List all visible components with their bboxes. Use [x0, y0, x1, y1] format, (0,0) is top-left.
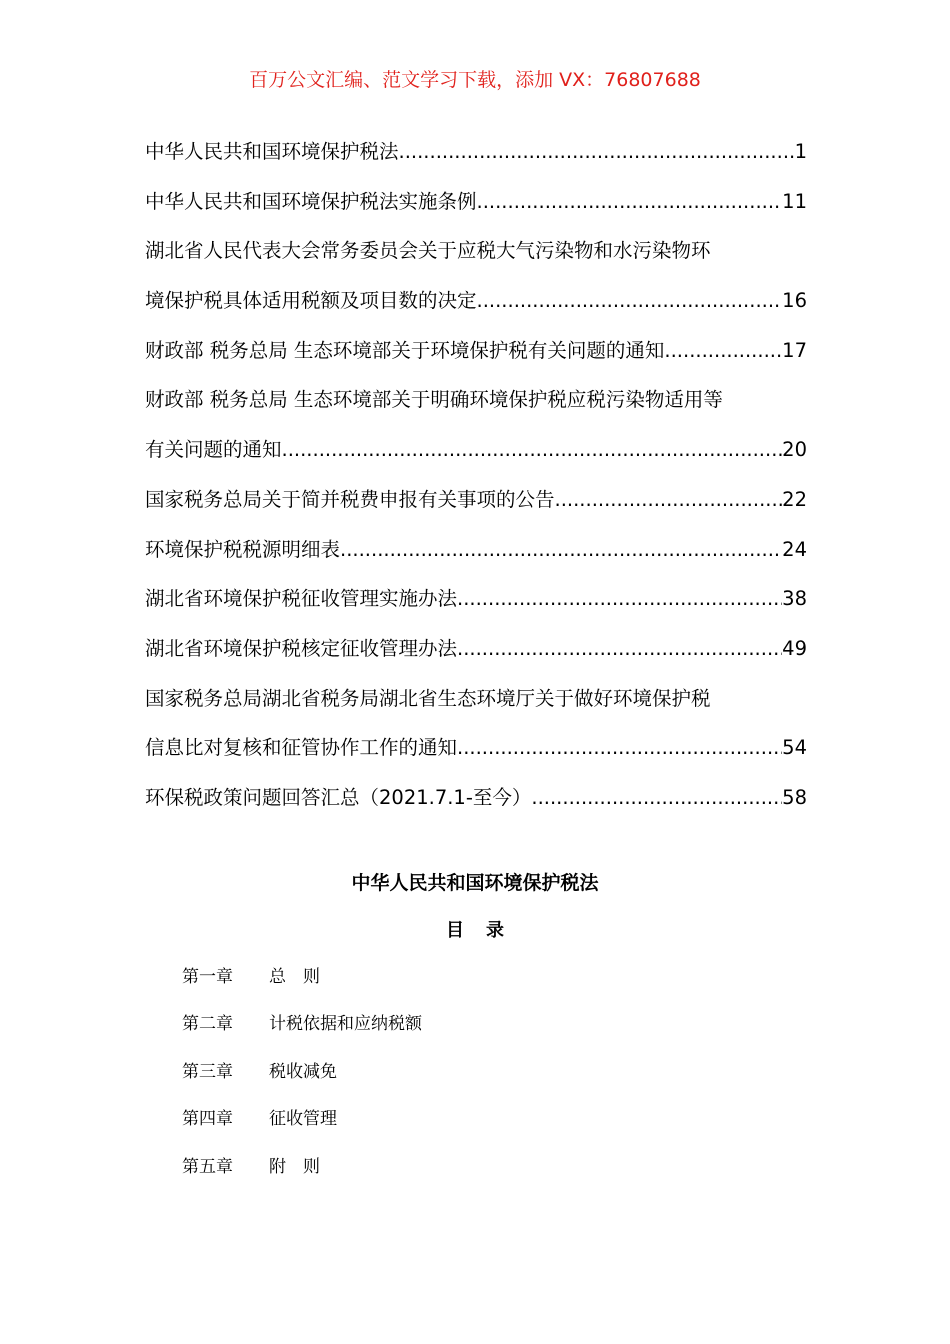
toc-entry-page: 1 [794, 140, 807, 163]
toc-entry-title: 湖北省环境保护税征收管理实施办法 [145, 587, 458, 611]
toc-entry[interactable] [145, 679, 807, 729]
toc-entry-title: 湖北省人民代表大会常务委员会关于应税大气污染物和水污染物环 [145, 239, 711, 263]
toc-dot-leader [664, 331, 782, 371]
contents-heading: 目录 [446, 920, 526, 941]
chapter-list [182, 962, 422, 1199]
toc-dot-leader [457, 629, 782, 669]
toc-entry-title: 国家税务总局关于简并税费申报有关事项的公告 [145, 487, 555, 511]
toc-entry-title: 中华人民共和国环境保护税法 [145, 140, 399, 163]
toc-entry-page: 11 [782, 189, 807, 213]
toc-entry-page: 58 [782, 785, 807, 809]
chapter-number: 第四章 [182, 1109, 233, 1130]
toc-dot-leader [477, 281, 783, 321]
toc-dot-leader [340, 530, 782, 570]
toc-entry[interactable] [145, 231, 807, 281]
toc-entry[interactable] [145, 480, 807, 530]
toc-entry-page: 24 [782, 537, 807, 561]
toc-entry-page: 54 [782, 736, 807, 760]
toc-entry-page: 49 [782, 636, 807, 660]
toc-entry[interactable] [145, 182, 807, 232]
chapter-number: 第三章 [182, 1061, 233, 1082]
toc-entry[interactable] [145, 380, 807, 430]
chapter-name: 计税依据和应纳税额 [269, 1014, 422, 1035]
chapter-item [182, 1009, 422, 1056]
toc-entry-page: 22 [782, 487, 807, 511]
chapter-item [182, 1057, 422, 1104]
toc-entry-title: 中华人民共和国环境保护税法实施条例 [145, 189, 477, 213]
toc-entry[interactable] [145, 331, 807, 381]
toc-entry-title: 环保税政策问题回答汇总（2021.7.1-至今） [145, 785, 532, 809]
chapter-name: 征收管理 [269, 1109, 337, 1130]
toc-entry[interactable] [145, 530, 807, 580]
toc-dot-leader [477, 182, 783, 222]
toc-entry[interactable] [145, 281, 807, 331]
chapter-item [182, 962, 422, 1009]
toc-entry-page: 20 [782, 438, 807, 462]
toc-dot-leader [282, 430, 783, 470]
toc-dot-leader [555, 480, 783, 520]
toc-entry-title: 财政部 税务总局 生态环境部关于环境保护税有关问题的通知 [145, 338, 665, 362]
toc-entry[interactable] [145, 579, 807, 629]
chapter-name: 附 则 [269, 1156, 320, 1177]
toc-entry-page: 16 [782, 289, 807, 313]
chapter-item [182, 1104, 422, 1151]
chapter-number: 第一章 [182, 967, 233, 987]
document-title: 中华人民共和国环境保护税法 [351, 872, 599, 894]
toc-entry-title: 湖北省环境保护税核定征收管理办法 [145, 636, 458, 660]
toc-entry[interactable] [145, 132, 807, 182]
chapter-number: 第五章 [182, 1156, 233, 1177]
toc-entry-title: 国家税务总局湖北省税务局湖北省生态环境厅关于做好环境保护税 [145, 686, 711, 710]
chapter-number: 第二章 [182, 1014, 233, 1035]
toc-entry-page: 17 [782, 338, 807, 362]
toc-entry-title: 信息比对复核和征管协作工作的通知 [145, 736, 458, 760]
toc-entry-title: 财政部 税务总局 生态环境部关于明确环境保护税应税污染物适用等 [145, 388, 723, 412]
chapter-item [182, 1152, 422, 1199]
watermark-header: 百万公文汇编、范文学习下载，添加 VX：76807688 [249, 69, 701, 91]
toc-dot-leader [531, 778, 782, 818]
toc-entry[interactable] [145, 728, 807, 778]
toc-dot-leader [399, 132, 795, 172]
toc-entry[interactable] [145, 778, 807, 828]
toc-entry[interactable] [145, 430, 807, 480]
chapter-name: 总 则 [269, 967, 320, 987]
toc-entry-title: 有关问题的通知 [145, 438, 282, 462]
toc-entry-page: 38 [782, 587, 807, 611]
chapter-name: 税收减免 [269, 1061, 337, 1082]
toc-dot-leader [457, 579, 782, 619]
toc-entry[interactable] [145, 629, 807, 679]
toc-entry-title: 环境保护税税源明细表 [145, 537, 341, 561]
toc-entry-title: 境保护税具体适用税额及项目数的决定 [145, 289, 477, 313]
table-of-contents [145, 132, 807, 828]
toc-dot-leader [457, 728, 782, 768]
